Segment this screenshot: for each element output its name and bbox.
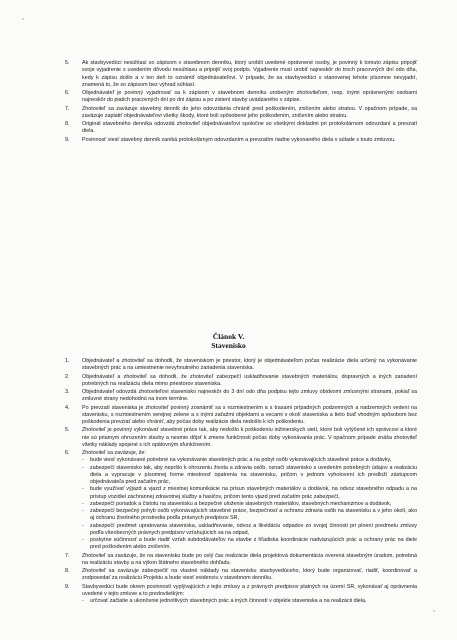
sub-list-item: - zabezpečí bezpečný pohyb osôb vykonávajúcich stavebné práce, bezpečnosť a ochranu zdravia osôb na stavenisku a v jeho okolí, ako aj ochranu životného prostredia podľa právnych predpisov SR, — [82, 508, 417, 523]
sub-list-item: - určovať začiatie a ukončenie jednotlivých stavebných prác a iných činností v objekte staveniska a na realizácii diela, — [82, 598, 417, 605]
sub-list — [82, 598, 417, 605]
list-item — [0, 553, 457, 568]
sub-list-item: - bude využívať výjazd a vjazd z miestnej komunikácie na prísun stavebných materiálov a dodávok, na odvoz stavebného odpadu a na prístup vozidiel záchrannej zdravotnej služby a hasičov, pričom tento vjazd pred začatím prác zabezpečí, — [82, 486, 417, 501]
scan-speck — [433, 610, 435, 612]
sub-list-item: - bude viesť vykonávané potrebné na vykonávanie stavebných prác a na pobyt osôb vykonávajúcich stavebné práce a dodávky, — [82, 457, 417, 464]
scan-speck — [22, 18, 24, 20]
list-item — [0, 137, 457, 144]
list-item — [0, 106, 457, 121]
list-item — [0, 374, 457, 389]
item-text: Objednávateľ a zhotoviteľ sa dohodli, že staveniskom je priestor, ktorý je objednávateľom počas realizácie diela určený na vykonávanie stavebných prác a na umiestnenie nevyhnutného zariadenia staveniska. — [82, 358, 417, 372]
item-text: Zhotoviteľ sa zaväzuje, že na stavenisku bude po celý čas realizácie diela projektová dokumentácia overená stavebným úradom, potrebná na realizáciu stavby a na výkon štátneho stavebného dohľadu. — [82, 552, 417, 566]
item-number: 7. — [65, 552, 70, 559]
list-item — [0, 405, 457, 427]
list-item — [0, 121, 457, 136]
item-number: 9. — [65, 583, 70, 590]
item-text: Stavbyvedúci bude okrem povinností vyplývajúcich z tejto zmluvy a z právnych predpisov platných na území SR, vykonávať aj oprávnenia uvedené v tejto zmluve a to predovšetkým: — [82, 583, 417, 597]
list-item — [0, 450, 457, 552]
item-text: Zhotoviteľ je povinný vykonávať stavebné práce tak, aby nedošlo k poškodeniu inžinierskych sietí, ktoré boli vytýčené ich správcovi a ktoré nie sú priamym ohrozením stavby a nesmie dôjsť k zmene funkčnosti počas doby vykonávania prác. V opačnom prípade znáša zhotoviteľ všetky náklady spojené s ich opätovným sfunkčnením. — [82, 427, 417, 448]
article-title: Stavenisko — [211, 341, 246, 350]
list-item — [0, 358, 457, 373]
item-text: Originál stavebného denníka odovzdá zhotoviteľ objednávateľovi spoločne so všetkými dokladmi pri protokolárnom odovzdaní a prevzatí diela. — [82, 121, 417, 135]
sub-list-item: - poskytne súčinnosť a bude riadiť vzťah subdodávateľov na stavbe z hľadiska koordinácie nadväzujúcich prác a ochrany prác na diele pred poškodením alebo zničením. — [82, 537, 417, 552]
item-number: 1. — [65, 358, 70, 364]
sub-list — [82, 457, 417, 551]
item-number: 6. — [65, 450, 70, 456]
sub-list-item: - zabezpečí predmet upratovania staveniska, uskladňovanie, odvoz a likvidáciu odpadov zo svojej činnosti pri plnení predmetu zmluvy podľa všeobecných právnych predpisov vzťahujúcich sa na odpad, — [82, 523, 417, 538]
item-number: 7. — [65, 105, 70, 112]
item-number: 5. — [65, 60, 70, 66]
sub-list-item: - zabezpečí stavenisko tak, aby nepršlo k ohrozeniu života a zdravia osôb, označí stavenisko s uvedením potrebných údajov a realizáciu diela a vypracuje v písomnej forme miestnosť opatrenia na stavenisku, pričom v jednom vyhotovení ich predloží zástupcom objednávateľa pred začatím prác, — [82, 465, 417, 487]
item-text: Objednávateľ a zhotoviteľ sa dohodli, že zhotoviteľ zabezpečí uskladňovanie stavebných materiálov, dopravných a iných zariadení potrebných na realizáciu diela mimo priestorov staveniska. — [82, 373, 417, 387]
item-number: 2. — [65, 373, 70, 380]
article-prev-list — [0, 60, 457, 145]
item-number: 8. — [65, 121, 70, 127]
item-text: Po prevzatí staveniska je zhotoviteľ povinný zosnámiť sa s rozmiestnením a s trasami prípadných podzemných a nadzemných vedení na stavenisku, s rozmiestnením verejnej zelene a s inými zaťažmi objektami a vecami v okolí staveniska a tieto buď vhodným spôsobom bez poškodenia prevziať alebo chrániť, aby počas doby realizácie diela nedošlo k ich poškodeniu. — [82, 404, 417, 425]
list-item — [0, 389, 457, 404]
item-text: Ak stavbyvedúci nesúhlasí so zápisom v stavebnom denníku, ktorý urobili uvedené oprávnené osoby, je povinný k tomuto zápisu pripojiť svoje vyjadrenie s uvedením dôvodu nesúhlasu a pripojiť svoj podpis. Vyjadrenie musí urobiť najneskôr do troch pracovných dní odo dňa, kedy k zápisu došlo a v ten deň to oznámiť objednávateľovi. V prípade, že sa stavbyvedúci v stanovenej lehote písomne nevyjadrí, znamená to, že so zápisom bez výhrad súhlasí. — [82, 60, 417, 88]
item-number: 9. — [65, 136, 70, 143]
article5-list — [0, 358, 457, 606]
item-number: 8. — [65, 568, 70, 574]
list-item — [0, 90, 457, 105]
item-text: Zhotoviteľ sa zaväzuje stavebný denník do jeho odovzdania chrániť pred poškodením, zničením alebo stratou. V opačnom prípade, sa zaväzuje zaplatiť objednávateľovi všetky škody, ktoré boli spôsobené jeho poškodením, zničením alebo stratou. — [82, 105, 417, 119]
sub-list-item: - zabezpečí poriadok a čistotu na stavenisku a bezpečné uloženie stavebných materiálov, stavebných mechanizmov a dodávok, — [82, 501, 417, 508]
item-text: Objednávateľ je povinný vyjadrovať sa k zápisom v stavebnom denníku urobeným zhotoviteľom, resp. inými oprávnenými osobami najneskôr do piatich pracovných dní po dni zápisu a po zistení stavby uvádzaného v zápise. — [82, 90, 417, 104]
list-item — [0, 584, 457, 606]
item-text: Zhotoviteľ sa zaväzuje, že: — [82, 450, 146, 456]
article-number: Článok V. — [212, 332, 245, 341]
item-number: 3. — [65, 389, 70, 395]
item-text: Zhotoviteľ sa zaväzuje zabezpečiť na vlastné náklady na stavenisku stavbyvedúceho, ktorý bude organizovať, riadiť, koordinovať a zodpovedať za realizáciu Projektu a bude viesť evidenciu v stavebnom denníku. — [82, 568, 417, 582]
item-text: Objednávateľ odovzdá zhotoviteľovi stavenisko najneskôr do 3 dní odo dňa podpisu tejto zmluvy obidvomi zmluvnými stranami, pokiaľ sa zmluvné strany nedohodnú na inom termíne. — [82, 389, 417, 403]
item-number: 6. — [65, 90, 70, 96]
item-number: 5. — [65, 427, 70, 434]
list-item — [0, 60, 457, 89]
item-text: Povinnosť viesť stavebný denník zaniká protokolárnym odovzdaním a prevzatím riadne vykonaného diela v súlade s touto zmluvou. — [82, 136, 396, 143]
list-item — [0, 427, 457, 449]
list-item — [0, 568, 457, 583]
item-number: 4. — [65, 404, 70, 411]
